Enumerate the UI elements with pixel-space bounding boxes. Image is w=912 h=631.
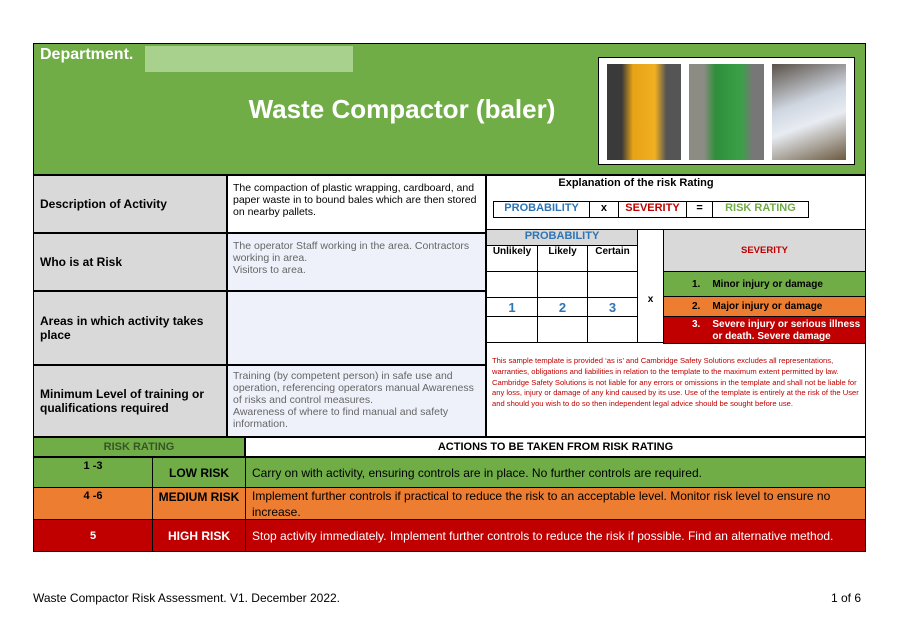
severity-num: 3.	[692, 319, 701, 330]
severity-num: 2.	[692, 301, 701, 312]
training-value[interactable]: Training (by competent person) in safe use and operation, referencing operators manual Awareness of risks and control measures. Awareness of where to find manual and safety information.	[227, 365, 486, 437]
formula-equals: =	[687, 201, 713, 218]
high-risk-range: 5	[33, 519, 153, 552]
risk-rating-header: RISK RATING	[33, 437, 245, 457]
prob-value-3: 3	[587, 297, 638, 317]
formula-severity: SEVERITY	[619, 201, 688, 218]
severity-item-3	[663, 316, 866, 344]
formula-probability: PROBABILITY	[493, 201, 590, 218]
page-title: Waste Compactor (baler)	[248, 94, 556, 124]
explanation-title: Explanation of the risk Rating	[558, 177, 714, 189]
who-at-risk-label: Who is at Risk	[33, 233, 227, 291]
areas-label: Areas in which activity takes place	[33, 291, 227, 365]
severity-text: Severe injury or serious illness or death. Severe damage	[712, 319, 861, 342]
disclaimer: This sample template is provided ‘as is’ and Cambridge Safety Solutions excludes all representations, warranties, obligations and liabilities in relation to the template to the maximum extent permitted by law. Cambridge Safety Solutions is not liable for any errors or omissions in the template and shall not be liable for any loss, injury or damage of any kind caused by its use. Use of the template is entirely at the risk of the User and should you wish to do so then independent legal advice should be sought before use.	[492, 356, 859, 409]
department-field[interactable]	[145, 46, 353, 72]
medium-risk-action: Implement further controls if practical to reduce the risk to an acceptable level. Monitor risk level to ensure no increase.	[245, 487, 866, 520]
prob-header-likely: Likely	[537, 245, 588, 272]
probability-title: PROBABILITY	[486, 229, 638, 246]
low-risk-action: Carry on with activity, ensuring controls are in place. No further controls are required.	[245, 457, 866, 488]
description-label: Description of Activity	[33, 175, 227, 233]
page-number: 1 of 6	[830, 591, 861, 605]
severity-item-2	[663, 296, 866, 317]
green-baler-photo	[689, 64, 763, 160]
severity-text: Minor injury or damage	[712, 278, 823, 290]
severity-item-1	[663, 271, 866, 297]
description-value[interactable]: The compaction of plastic wrapping, cardboard, and paper waste in to bound bales which are then stored on nearby pallets.	[227, 175, 486, 233]
areas-value[interactable]	[227, 291, 486, 365]
department-label: Department.	[40, 46, 134, 63]
footer-title: Waste Compactor Risk Assessment. V1. December 2022.	[33, 591, 341, 605]
severity-text: Major injury or damage	[712, 301, 823, 312]
training-label: Minimum Level of training or qualifications required	[33, 365, 227, 437]
medium-risk-level: MEDIUM RISK	[152, 487, 246, 520]
who-at-risk-value[interactable]: The operator Staff working in the area. Contractors working in area. Visitors to area.	[227, 233, 486, 291]
times-sign: x	[637, 229, 664, 343]
formula-times: x	[590, 201, 618, 218]
formula-risk-rating: RISK RATING	[713, 201, 809, 218]
prob-header-certain: Certain	[587, 245, 638, 272]
high-risk-action: Stop activity immediately. Implement further controls to reduce the risk if possible. Find an alternative method.	[245, 519, 866, 552]
bales-photo	[772, 64, 846, 160]
prob-value-2: 2	[537, 297, 588, 317]
medium-risk-range: 4 -6	[33, 487, 153, 520]
low-risk-level: LOW RISK	[152, 457, 246, 488]
severity-title: SEVERITY	[663, 229, 866, 272]
prob-value-1: 1	[486, 297, 538, 317]
severity-num: 1.	[692, 278, 701, 290]
risk-formula	[493, 201, 809, 218]
actions-header: ACTIONS TO BE TAKEN FROM RISK RATING	[245, 437, 866, 457]
high-risk-level: HIGH RISK	[152, 519, 246, 552]
prob-header-unlikely: Unlikely	[486, 245, 538, 272]
orange-baler-photo	[607, 64, 681, 160]
photo-strip	[598, 57, 855, 165]
low-risk-range: 1 -3	[33, 457, 153, 488]
